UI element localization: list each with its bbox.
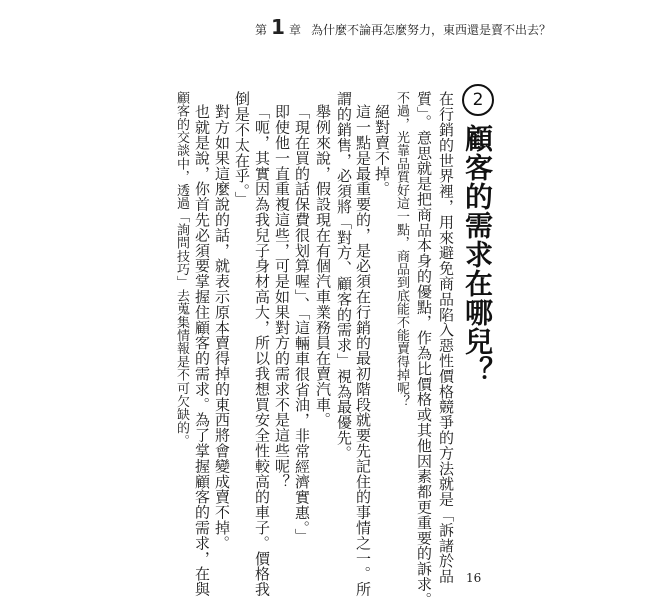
chapter-suffix: 章 [288, 23, 301, 37]
text-column: 這一點是最重要的，是必須在行銷的最初階段就要先記住的事情之一。所 [354, 104, 372, 597]
text-column: 舉例來說，假設現在有個汽車業務員在賣汽車。 [314, 104, 332, 428]
section-title: 顧客的需求在哪兒？ [461, 124, 494, 385]
running-header [255, 17, 635, 39]
text-column: 即使他一直重複這些，可是如果對方的需求不是這些呢？ [273, 104, 291, 489]
text-column: 「呃，其實因為我兒子身材高大，所以我想買安全性較高的車子。價格我 [253, 104, 271, 597]
text-column: 對方如果這麼說的話，就表示原本賣得掉的東西將會變成賣不掉。 [213, 104, 231, 551]
text-column: 在行銷的世界裡，用來避免商品陷入惡性價格競爭的方法就是「訴諸於品 [437, 91, 455, 584]
text-column: 倒是不太在乎。」 [233, 91, 251, 207]
chapter-number: 1 [271, 15, 285, 39]
chapter-title: 為什麼不論再怎麼努力，東西還是賣不出去？ [310, 23, 551, 37]
chapter-prefix: 第 [255, 23, 268, 37]
text-column: 顧客的交談中，透過「詢問技巧」去蒐集情報是不可欠缺的。 [174, 91, 189, 448]
text-column: 不過，光靠品質好這一點，商品到底能不能賣得掉呢？ [394, 91, 409, 408]
text-column: 「現在買的話保費很划算喔」、「這輛車很省油，非常經濟實惠。」 [293, 104, 311, 544]
text-column: 謂的銷售，必須將「對方、顧客的需求」視為最優先。 [335, 91, 353, 461]
text-column: 質」。意思就是把商品本身的優點，作為比價格或其他因素都更重要的訴求。 [415, 91, 433, 608]
text-column: 也就是說，你首先必須要掌握住顧客的需求。為了掌握顧客的需求，在與 [193, 104, 211, 597]
section-number-badge [462, 84, 494, 116]
section-number: 2 [472, 90, 484, 110]
text-column: 絕對賣不掉。 [373, 104, 391, 197]
page-number: 16 [466, 571, 482, 585]
